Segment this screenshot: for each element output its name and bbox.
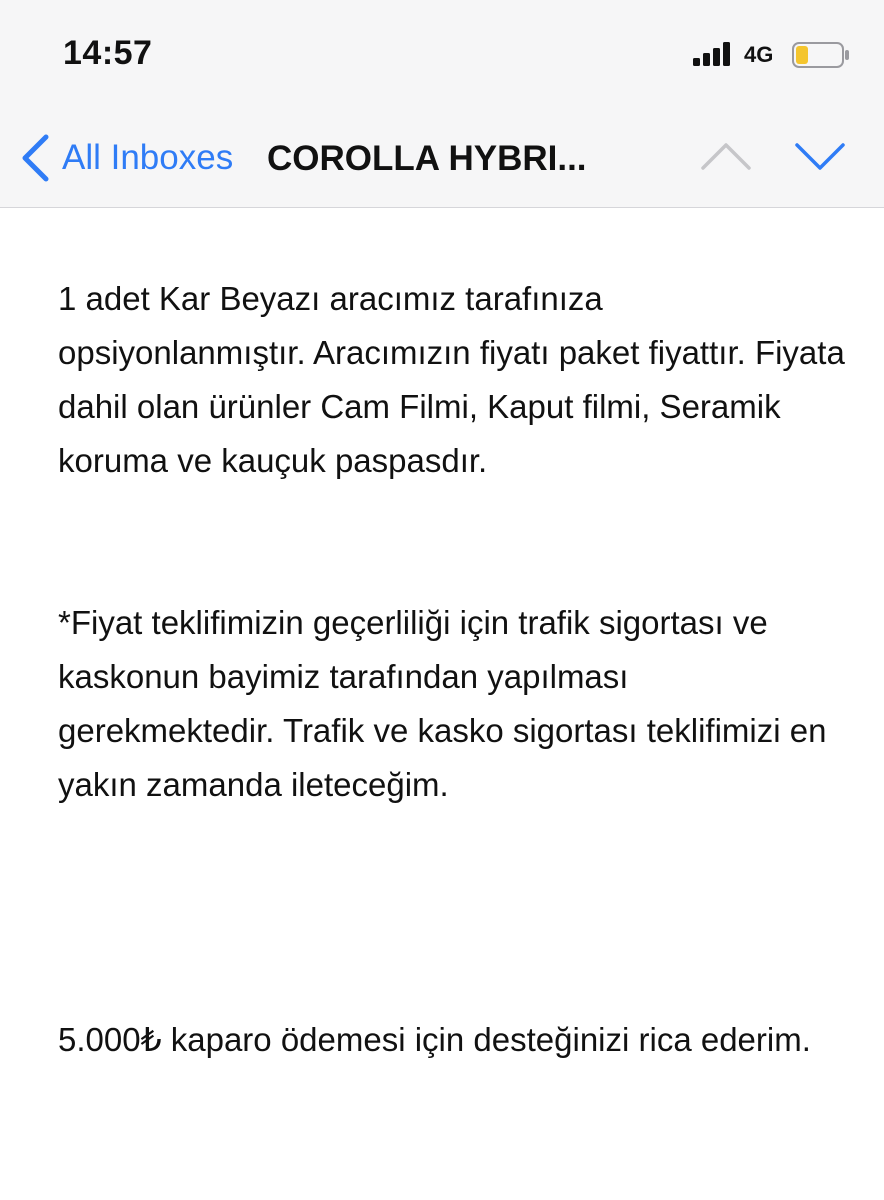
header	[0, 0, 884, 208]
status-time: 14:57	[63, 34, 153, 72]
back-button[interactable]	[18, 128, 233, 188]
chevron-left-icon	[18, 133, 52, 183]
message-paragraph: 1 adet Kar Beyazı aracımız tarafınıza opsiyonlanmıştır. Aracımızın fiyatı paket fiyattır. Fiyata dahil olan ürünler Cam Filmi, Kaput filmi, Seramik koruma ve kauçuk paspasdır.	[58, 280, 845, 479]
chevron-up-icon[interactable]	[698, 138, 754, 174]
cellular-signal-icon	[693, 42, 735, 66]
message-paragraph: 5.000₺ kaparo ödemesi için desteğinizi rica ederim.	[58, 1021, 811, 1058]
email-subject: COROLLA HYBRI...	[267, 139, 587, 178]
message-paragraph: *Fiyat teklifimizin geçerliliği için trafik sigortası ve kaskonun bayimiz tarafından yapılması gerekmektedir. Trafik ve kasko sigortası teklifimizi en yakın zamanda ileteceğim.	[58, 604, 827, 803]
battery-low-icon	[792, 42, 850, 68]
back-label: All Inboxes	[62, 138, 234, 177]
chevron-down-icon[interactable]	[792, 138, 848, 174]
network-type: 4G	[744, 42, 774, 67]
